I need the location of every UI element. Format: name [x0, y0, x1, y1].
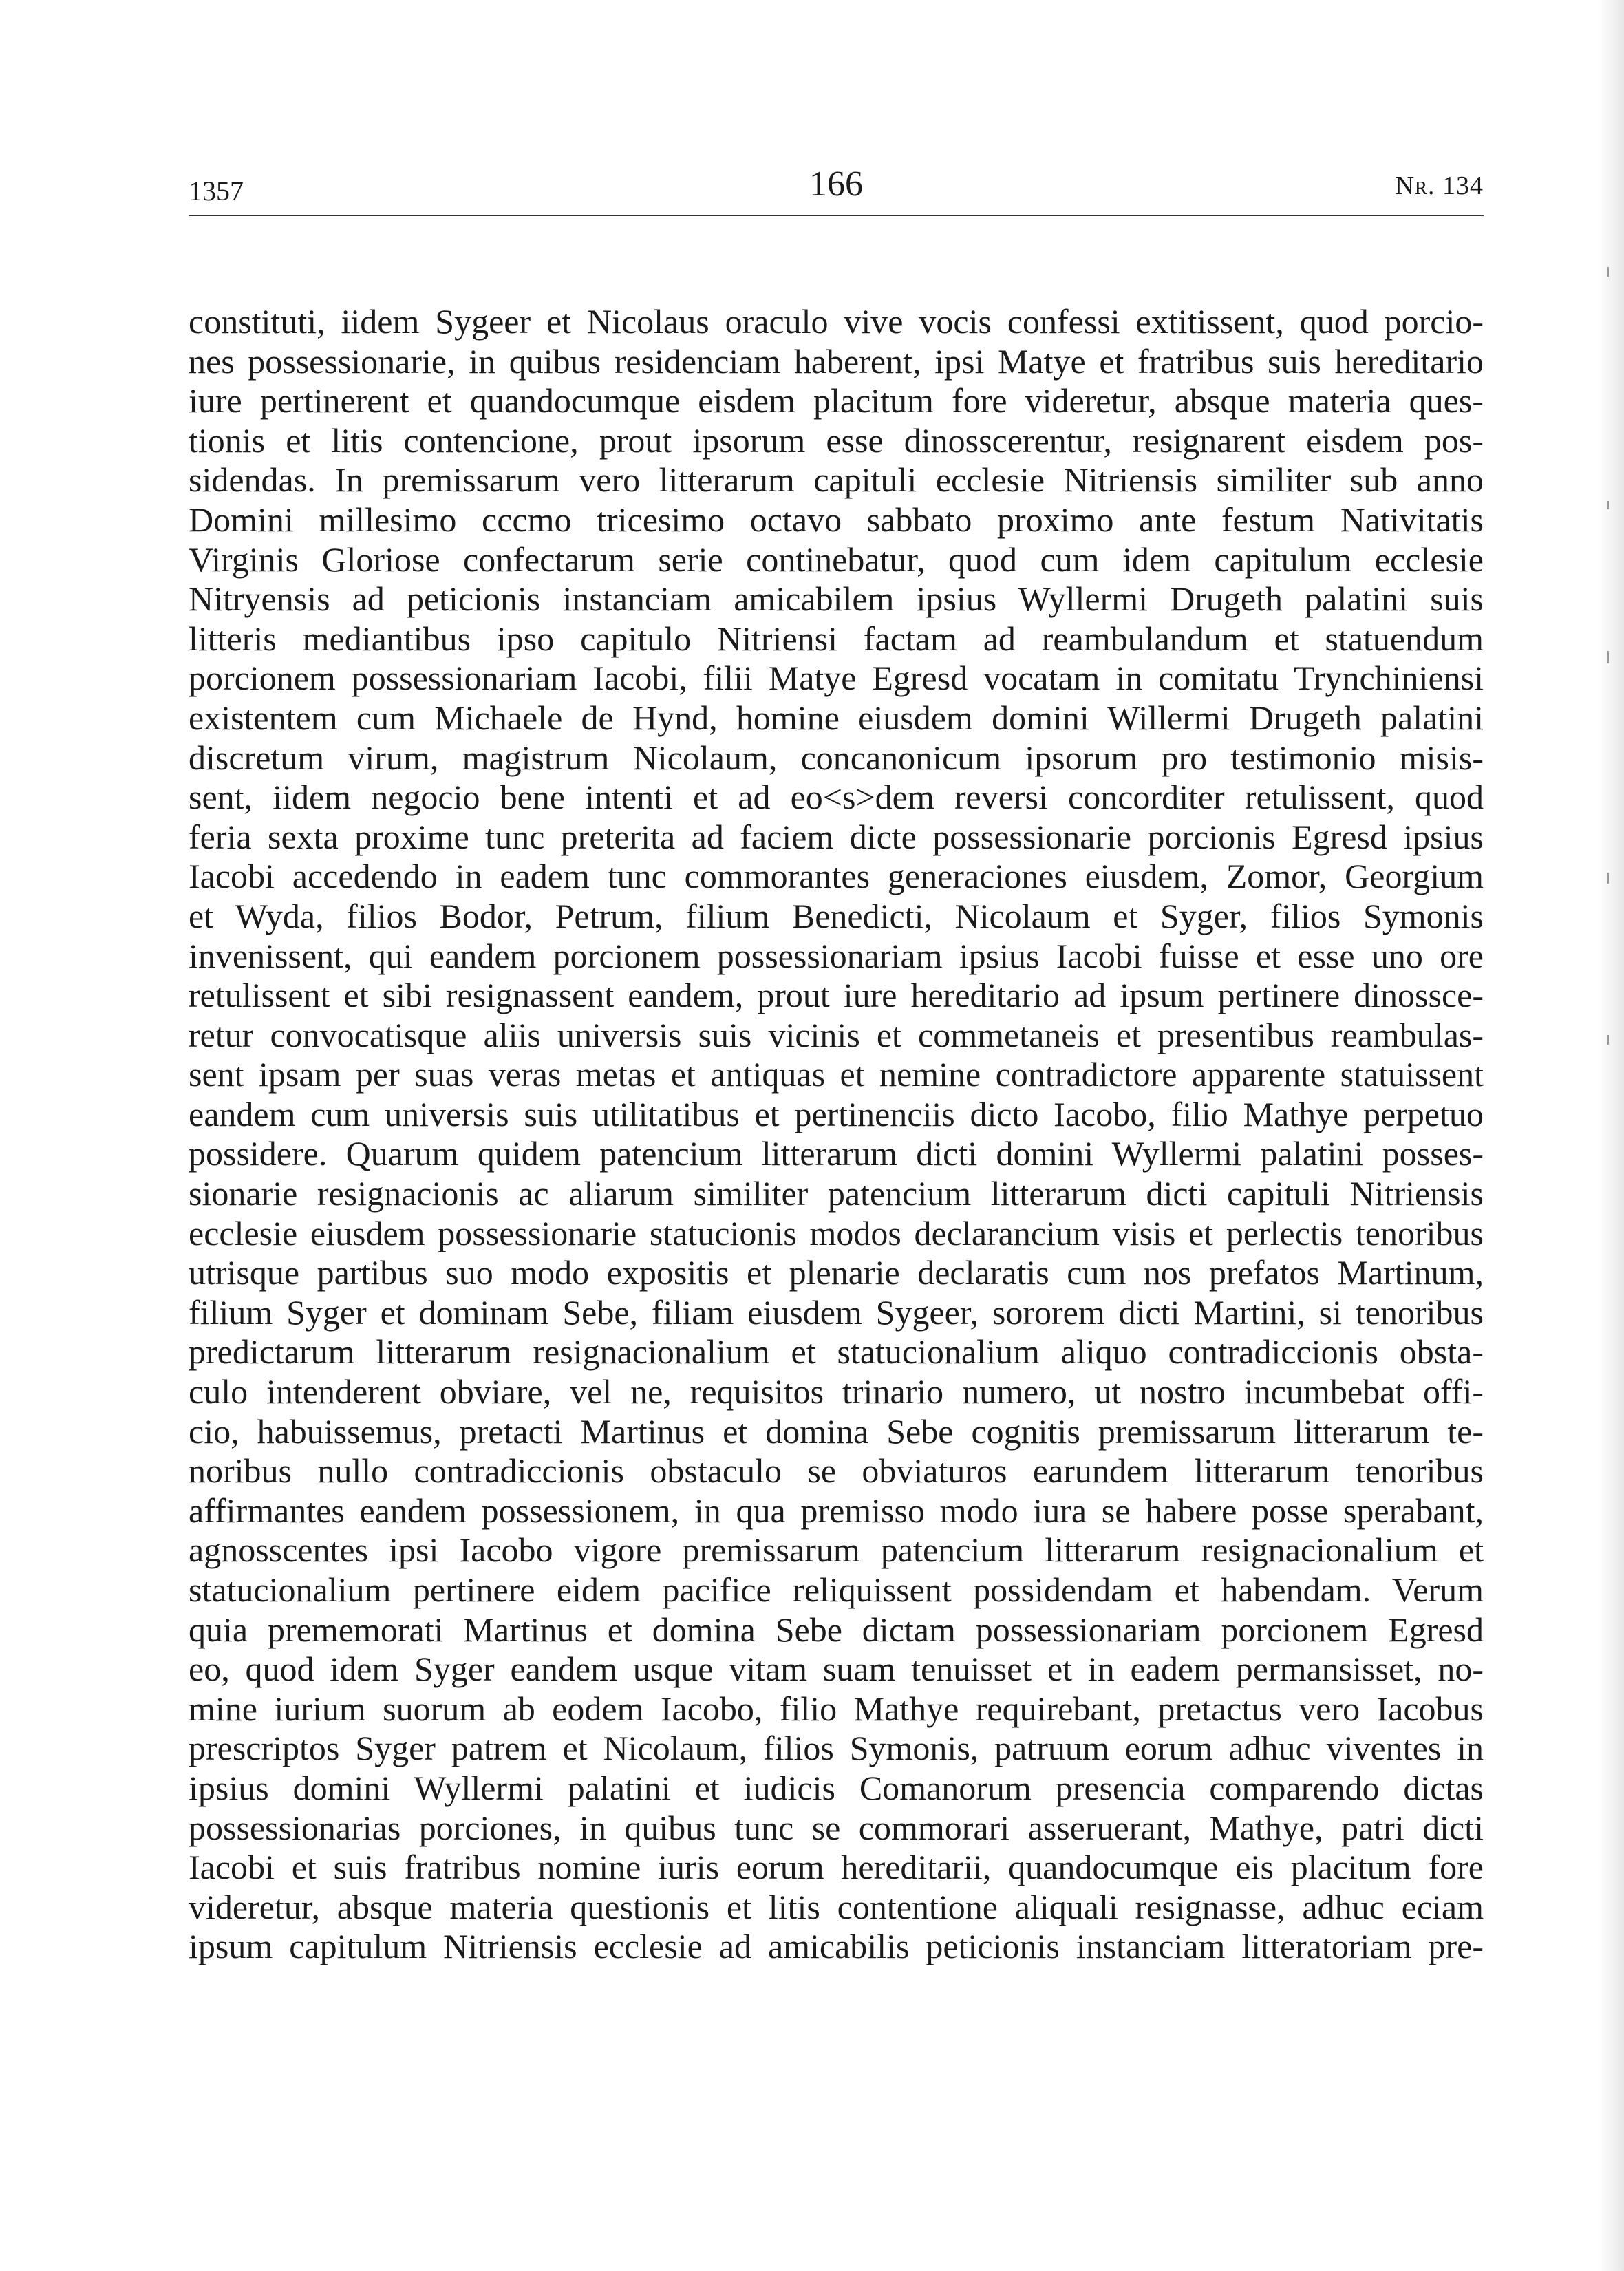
- text-line: ipsum capitulum Nitriensis ecclesie ad amicabilis peticionis instanciam litteratoriam pre-: [189, 1927, 1484, 1966]
- text-line: filium Syger et dominam Sebe, filiam eiusdem Sygeer, sororem dicti Martini, si tenoribus: [189, 1292, 1484, 1332]
- text-line: utrisque partibus suo modo expositis et plenarie declaratis cum nos prefatos Martinum,: [189, 1253, 1484, 1292]
- text-line: affirmantes eandem possessionem, in qua premisso modo iura se habere posse sperabant,: [189, 1491, 1484, 1530]
- text-line: et Wyda, filios Bodor, Petrum, filium Benedicti, Nicolaum et Syger, filios Symonis: [189, 896, 1484, 935]
- text-line: invenissent, qui eandem porcionem possessionariam ipsius Iacobi fuisse et esse uno ore: [189, 936, 1484, 975]
- text-line: noribus nullo contradiccionis obstaculo se obviaturos earundem litterarum tenoribus: [189, 1451, 1484, 1491]
- text-line: possessionarias porciones, in quibus tunc se commorari asseruerant, Mathye, patri dicti: [189, 1808, 1484, 1847]
- text-line: ecclesie eiusdem possessionarie statucionis modos declarancium visis et perlectis tenoribus: [189, 1213, 1484, 1252]
- text-line: videretur, absque materia questionis et litis contentione aliquali resignasse, adhuc eciam: [189, 1887, 1484, 1926]
- text-line: cio, habuissemus, pretacti Martinus et domina Sebe cognitis premissarum litterarum te-: [189, 1411, 1484, 1451]
- text-line: Virginis Gloriose confectarum serie continebatur, quod cum idem capitulum ecclesie: [189, 540, 1484, 579]
- margin-mark: [1607, 651, 1609, 663]
- header-document-number: Nr. 134: [1395, 171, 1484, 200]
- header-rule: [189, 215, 1484, 216]
- text-line: retulissent et sibi resignassent eandem, prout iure hereditario ad ipsum pertinere dinossce-: [189, 976, 1484, 1015]
- text-line: nes possessionarie, in quibus residenciam haberent, ipsi Matye et fratribus suis hereditario: [189, 341, 1484, 381]
- text-line: retur convocatisque aliis universis suis vicinis et commetaneis et presentibus reambulas-: [189, 1015, 1484, 1054]
- text-line: Iacobi accedendo in eadem tunc commorantes generaciones eiusdem, Zomor, Georgium: [189, 857, 1484, 896]
- text-line: discretum virum, magistrum Nicolaum, concanonicum ipsorum pro testimonio misis-: [189, 738, 1484, 777]
- text-line: feria sexta proxime tunc preterita ad faciem dicte possessionarie porcionis Egresd ipsius: [189, 817, 1484, 856]
- margin-mark: [1607, 501, 1609, 509]
- text-line: sent, iidem negocio bene intenti et ad eo<s>dem reversi concorditer retulissent, quod: [189, 778, 1484, 817]
- text-line: possidere. Quarum quidem patencium litterarum dicti domini Wyllermi palatini posses-: [189, 1134, 1484, 1173]
- text-line: existentem cum Michaele de Hynd, homine eiusdem domini Willermi Drugeth palatini: [189, 698, 1484, 737]
- text-line: mine iurium suorum ab eodem Iacobo, filio Mathye requirebant, pretactus vero Iacobus: [189, 1689, 1484, 1728]
- text-line: ipsius domini Wyllermi palatini et iudicis Comanorum presencia comparendo dictas: [189, 1768, 1484, 1807]
- margin-mark: [1607, 873, 1609, 884]
- margin-mark: [1607, 1035, 1609, 1045]
- body-text: [189, 302, 1484, 1967]
- text-line: Domini millesimo cccmo tricesimo octavo sabbato proximo ante festum Nativitatis: [189, 500, 1484, 539]
- text-line: quia prememorati Martinus et domina Sebe dictam possessionariam porcionem Egresd: [189, 1610, 1484, 1649]
- header-page-number: 166: [809, 164, 863, 204]
- margin-mark: [1607, 267, 1609, 277]
- text-line: sidendas. In premissarum vero litterarum capituli ecclesie Nitriensis similiter sub anno: [189, 460, 1484, 500]
- text-line: porcionem possessionariam Iacobi, filii Matye Egresd vocatam in comitatu Trynchiniensi: [189, 659, 1484, 698]
- text-line: Iacobi et suis fratribus nomine iuris eorum hereditarii, quandocumque eis placitum fore: [189, 1848, 1484, 1887]
- text-line: litteris mediantibus ipso capitulo Nitriensi factam ad reambulandum et statuendum: [189, 619, 1484, 658]
- text-line: sionarie resignacionis ac aliarum similiter patencium litterarum dicti capituli Nitriensis: [189, 1174, 1484, 1213]
- text-line: sent ipsam per suas veras metas et antiquas et nemine contradictore apparente statuissent: [189, 1055, 1484, 1094]
- header-year: 1357: [189, 175, 244, 206]
- text-line: culo intenderent obviare, vel ne, requisitos trinario numero, ut nostro incumbebat offi-: [189, 1372, 1484, 1411]
- text-line: constituti, iidem Sygeer et Nicolaus oraculo vive vocis confessi extitissent, quod porcio-: [189, 302, 1484, 341]
- text-line: agnosscentes ipsi Iacobo vigore premissarum patencium litterarum resignacionalium et: [189, 1531, 1484, 1570]
- page-edge-shadow: [1598, 0, 1624, 2271]
- text-line: predictarum litterarum resignacionalium et statucionalium aliquo contradiccionis obsta-: [189, 1332, 1484, 1372]
- text-line: statucionalium pertinere eidem pacifice reliquissent possidendam et habendam. Verum: [189, 1570, 1484, 1609]
- text-line: eo, quod idem Syger eandem usque vitam suam tenuisset et in eadem permansisset, no-: [189, 1650, 1484, 1689]
- text-line: prescriptos Syger patrem et Nicolaum, filios Symonis, patruum eorum adhuc viventes in: [189, 1729, 1484, 1768]
- text-line: iure pertinerent et quandocumque eisdem placitum fore videretur, absque materia ques-: [189, 381, 1484, 420]
- running-header: [189, 160, 1484, 215]
- text-line: eandem cum universis suis utilitatibus et pertinenciis dicto Iacobo, filio Mathye perpetuo: [189, 1094, 1484, 1133]
- text-line: tionis et litis contencione, prout ipsorum esse dinosscerentur, resignarent eisdem pos-: [189, 420, 1484, 460]
- text-line: Nitryensis ad peticionis instanciam amicabilem ipsius Wyllermi Drugeth palatini suis: [189, 579, 1484, 619]
